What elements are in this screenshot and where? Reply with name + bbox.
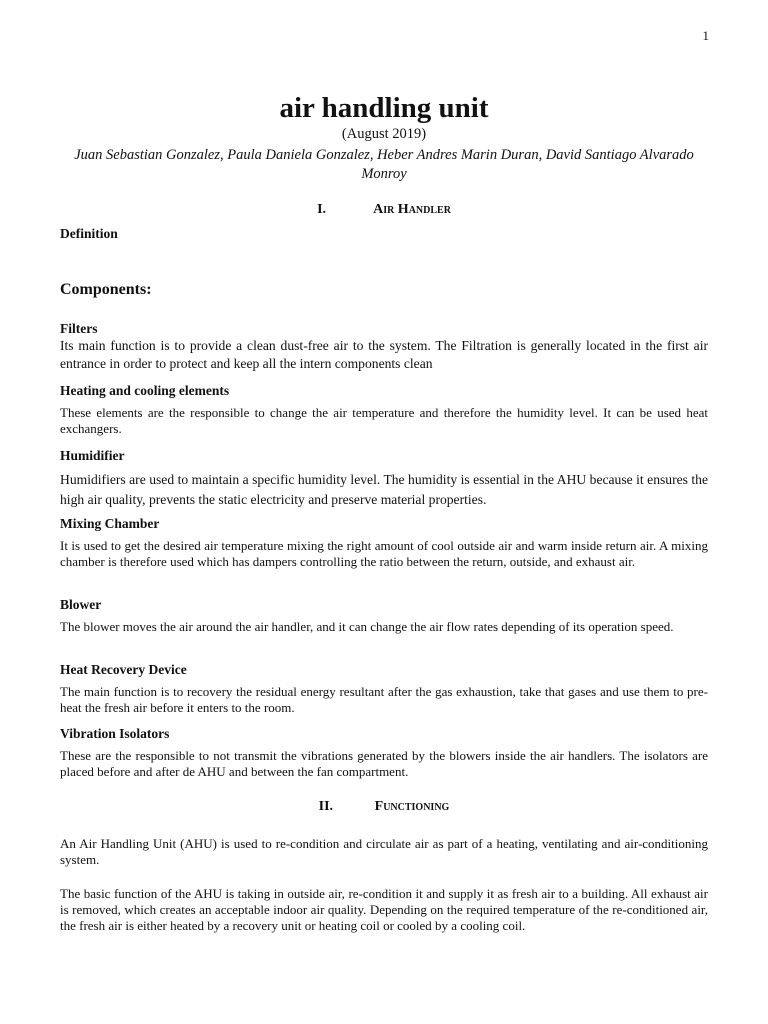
- component-text: The main function is to recovery the residual energy resultant after the gas exhaustion, take that gases and use them to pre-heat the fresh air before it enters to the room.: [60, 684, 708, 715]
- authors: Juan Sebastian Gonzalez, Paula Daniela Gonzalez, Heber Andres Marin Duran, David Santiago Alvarado Monroy: [74, 147, 694, 182]
- component-vibration-isolators: [60, 726, 708, 780]
- component-humidifier: [60, 448, 708, 510]
- document-date: (August 2019): [341, 126, 427, 142]
- section-heading-functioning: [0, 799, 768, 815]
- definition-heading: Definition: [60, 226, 118, 241]
- component-heading: Blower: [60, 597, 102, 612]
- component-heading: Humidifier: [60, 448, 125, 463]
- section-title: Functioning: [374, 799, 450, 814]
- component-heat-recovery: [60, 662, 708, 716]
- component-heading: Heating and cooling elements: [60, 383, 230, 398]
- component-heating-cooling: [60, 383, 708, 437]
- component-filters: [60, 321, 708, 373]
- paragraph-text: The basic function of the AHU is taking in outside air, re-condition it and supply it as fresh air to a building. All exhaust air is removed, which creates an acceptable indoor air quality. Depending on the required temperature of the re-conditioned air, the fresh air is either heated by a recovery unit or heating coil or cooled by a cooling coil.: [60, 886, 708, 933]
- component-text: Its main function is to provide a clean dust-free air to the system. The Filtration is generally located in the first air entrance in order to protect and keep all the intern components clean: [60, 338, 708, 371]
- functioning-paragraph-1: [60, 836, 708, 868]
- document-title: air handling unit: [279, 92, 489, 124]
- component-text: Humidifiers are used to maintain a specific humidity level. The humidity is essential in the AHU because it ensures the high air quality, prevents the static electricity and preserve material properties.: [60, 472, 708, 507]
- component-heading: Vibration Isolators: [60, 726, 170, 741]
- component-text: These are the responsible to not transmit the vibrations generated by the blowers inside the air handlers. The isolators are placed before and after de AHU and between the fan compartment.: [60, 748, 708, 779]
- paragraph-text: An Air Handling Unit (AHU) is used to re-condition and circulate air as part of a heating, ventilating and air-conditioning system.: [60, 836, 708, 867]
- component-heading: Heat Recovery Device: [60, 662, 187, 677]
- component-text: These elements are the responsible to change the air temperature and therefore the humidity level. It can be used heat exchangers.: [60, 405, 708, 436]
- component-mixing-chamber: [60, 516, 708, 570]
- section-number: I.: [317, 202, 327, 217]
- section-number: II.: [318, 799, 334, 814]
- component-heading: Mixing Chamber: [60, 516, 160, 531]
- section-heading-air-handler: [0, 202, 768, 218]
- page-number: 1: [702, 28, 709, 43]
- component-text: It is used to get the desired air temperature mixing the right amount of cool outside air and warm inside return air. A mixing chamber is therefore used which has dampers controlling the ratio between the return, outside, and exhaust air.: [60, 538, 708, 569]
- functioning-paragraph-2: [60, 886, 708, 934]
- components-block: [60, 281, 708, 299]
- component-blower: [60, 597, 708, 635]
- definition-block: [60, 226, 708, 242]
- component-heading: Filters: [60, 321, 98, 336]
- component-text: The blower moves the air around the air handler, and it can change the air flow rates depending of its operation speed.: [60, 619, 674, 634]
- section-title: Air Handler: [373, 202, 451, 217]
- components-heading: Components:: [60, 281, 152, 298]
